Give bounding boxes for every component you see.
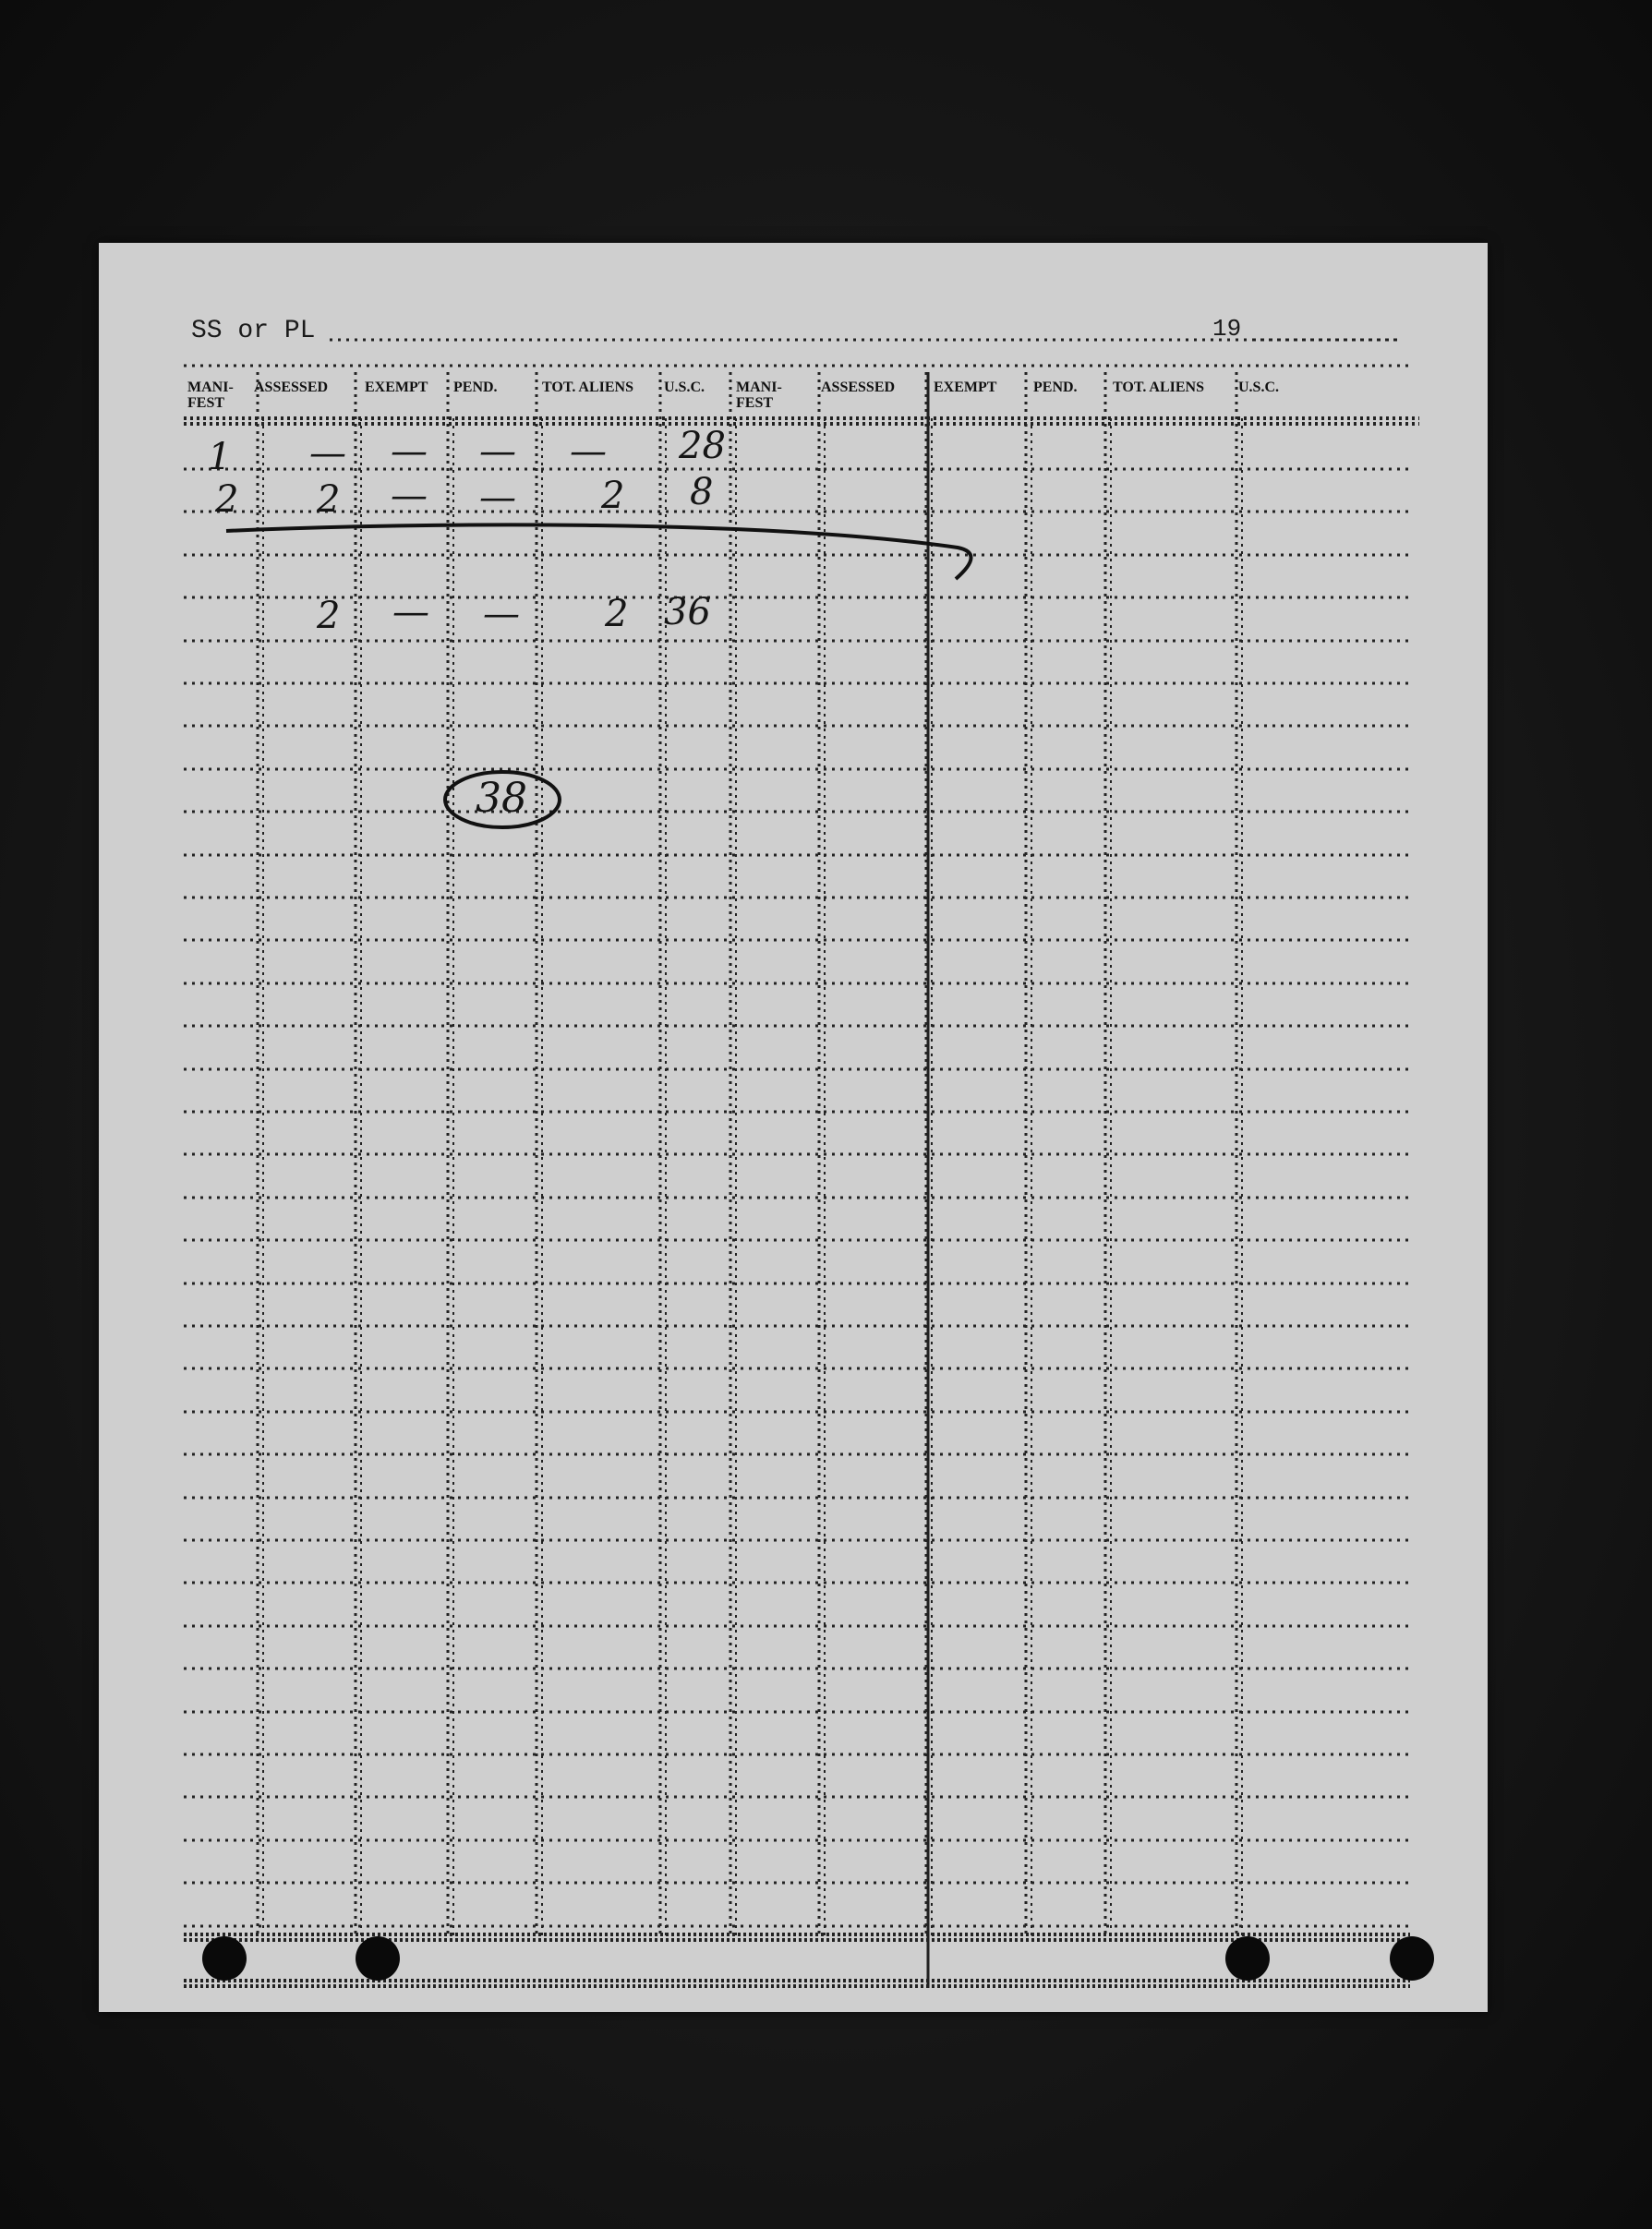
entry-1-assessed: — (309, 432, 346, 475)
col-header-manifest-right: MANI- FEST (736, 380, 782, 411)
entry-2-pend: — (479, 476, 516, 519)
totals-exempt: — (392, 591, 429, 633)
col-header-pend-right: PEND. (1033, 380, 1078, 395)
totals-usc: 36 (664, 591, 711, 633)
manifest-form-sheet (99, 243, 1488, 2012)
punch-hole-2 (356, 1936, 400, 1981)
totals-pend: — (483, 593, 520, 635)
ss-label: SS or PL (191, 317, 316, 345)
col-header-pend-left: PEND. (453, 380, 498, 395)
entry-1-exempt: — (391, 430, 428, 473)
col-header-tot-aliens-left: TOT. ALIENS (542, 380, 634, 395)
totals-tot-aliens: 2 (605, 593, 629, 635)
col-header-exempt-left: EXEMPT (365, 380, 428, 395)
entry-1-pend: — (479, 430, 516, 473)
entry-2-exempt: — (391, 475, 428, 517)
entry-1-usc: 28 (679, 425, 726, 467)
entry-2-assessed: 2 (317, 478, 341, 521)
year-label: 19 (1212, 315, 1242, 343)
entry-2-tot-aliens: 2 (601, 475, 625, 517)
punch-hole-1 (202, 1936, 247, 1981)
col-header-assessed-right: ASSESSED (821, 380, 896, 395)
col-header-exempt-right: EXEMPT (934, 380, 997, 395)
punch-hole-4 (1390, 1936, 1434, 1981)
col-header-manifest-left: MANI- FEST (187, 380, 234, 411)
col-header-tot-aliens-right: TOT. ALIENS (1113, 380, 1205, 395)
col-header-usc-left: U.S.C. (664, 380, 705, 395)
entry-2-usc: 8 (690, 471, 714, 513)
col-header-usc-right: U.S.C. (1238, 380, 1280, 395)
grand-total: 38 (476, 775, 527, 822)
entry-2-manifest: 2 (215, 478, 239, 521)
entry-1-manifest: 1 (208, 436, 232, 478)
totals-assessed: 2 (317, 595, 341, 637)
form-grid (99, 243, 1488, 2012)
col-header-assessed-left: ASSESSED (254, 380, 329, 395)
punch-hole-3 (1225, 1936, 1270, 1981)
handwritten-sum-line (226, 524, 971, 579)
entry-1-tot-aliens: — (570, 430, 607, 473)
